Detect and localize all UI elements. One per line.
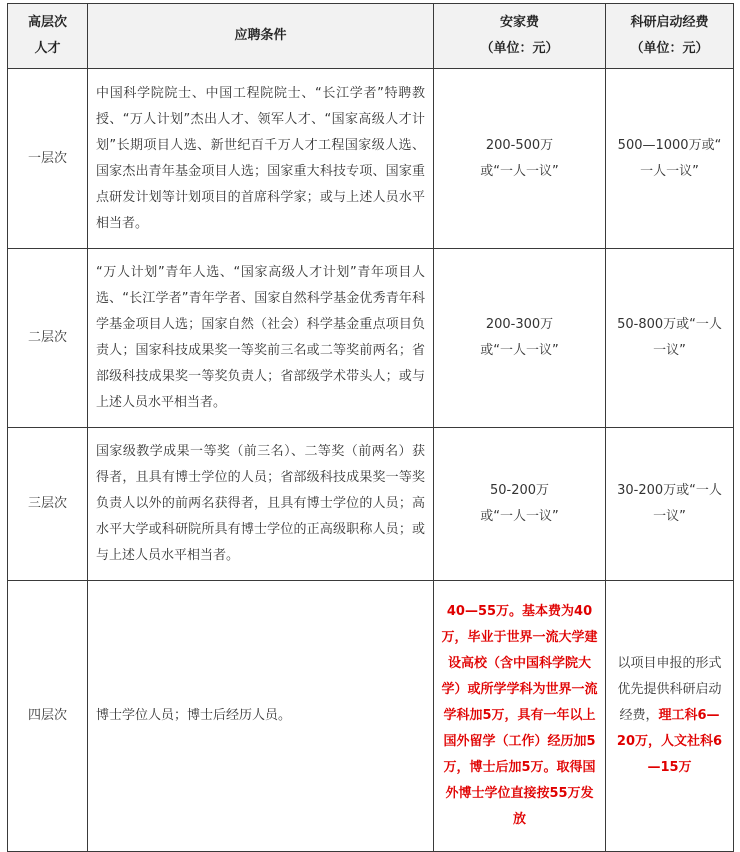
settlement-note: 或“一人一议” — [480, 509, 559, 524]
header-conditions: 应聘条件 — [88, 4, 434, 69]
research-highlight-text: 理工科6—20万，人文社科6—15万 — [616, 708, 723, 775]
header-research — [606, 4, 734, 69]
header-level — [8, 4, 88, 69]
level-cell: 一层次 — [8, 69, 88, 249]
research-cell — [606, 428, 734, 581]
research-cell — [606, 581, 734, 852]
research-note: 一人一议” — [640, 163, 699, 179]
settlement-cell — [434, 69, 606, 249]
research-note: 一议” — [653, 509, 686, 524]
header-settlement-line1: 安家费 — [499, 15, 539, 30]
level-cell: 四层次 — [8, 581, 88, 852]
research-amount: 30-200万或“一人 — [617, 483, 722, 498]
research-amount: 50-800万或“一人 — [617, 317, 722, 332]
research-cell — [606, 69, 734, 249]
research-cell — [606, 249, 734, 428]
level-cell: 三层次 — [8, 428, 88, 581]
table-header-row — [8, 4, 734, 69]
table-row — [8, 428, 734, 581]
settlement-amount: 200-500万 — [485, 137, 554, 153]
settlement-amount: 50-200万 — [489, 483, 550, 498]
settlement-cell — [434, 249, 606, 428]
table-row — [8, 69, 734, 249]
header-settlement — [434, 4, 606, 69]
settlement-note: 或“一人一议” — [480, 163, 559, 179]
level-cell: 二层次 — [8, 249, 88, 428]
header-level-line2: 人才 — [34, 41, 61, 56]
header-research-line1: 科研启动经费 — [630, 15, 709, 30]
conditions-cell: 博士学位人员；博士后经历人员。 — [88, 581, 434, 852]
header-research-line2: （单位：元） — [630, 41, 709, 56]
talent-recruitment-table — [7, 3, 734, 852]
settlement-cell — [434, 428, 606, 581]
settlement-amount: 200-300万 — [485, 317, 554, 332]
conditions-cell: 中国科学院院士、中国工程院院士、“长江学者”特聘教授、“万人计划”杰出人才、领军人才、“国家高级人才计划”长期项目人选、新世纪百千万人才工程国家级人选、国家杰出青年基金项目人选；国家重大科技专项、国家重点研发计划等计划项目的首席科学家；或与上述人员水平相当者。 — [88, 69, 434, 249]
research-amount: 500—1000万或“ — [617, 137, 722, 153]
settlement-note: 或“一人一议” — [480, 343, 559, 358]
conditions-cell: “万人计划”青年人选、“国家高级人才计划”青年项目人选、“长江学者”青年学者、国家自然科学基金优秀青年科学基金项目人选；国家自然（社会）科学基金重点项目负责人；国家科技成果奖一等奖前三名或二等奖前两名；省部级科技成果奖一等奖负责人；省部级学术带头人；或与上述人员水平相当者。 — [88, 249, 434, 428]
table-row — [8, 581, 734, 852]
settlement-highlight-cell: 40—55万。基本费为40万，毕业于世界一流大学建设高校（含中国科学院大学）或所学学科为世界一流学科加5万，具有一年以上国外留学（工作）经历加5万，博士后加5万。取得国外博士学位直接按55万发放 — [434, 581, 606, 852]
research-note: 一议” — [653, 343, 686, 358]
research-plain-text: 以项目申报的形式优先提供科研启动经费， — [617, 656, 722, 723]
header-level-line1: 高层次 — [27, 15, 67, 30]
conditions-cell: 国家级教学成果一等奖（前三名）、二等奖（前两名）获得者，且具有博士学位的人员；省部级科技成果奖一等奖负责人以外的前两名获得者，且具有博士学位的人员；高水平大学或科研院所具有博士学位的正高级职称人员；或与上述人员水平相当者。 — [88, 428, 434, 581]
header-settlement-line2: （单位：元） — [480, 41, 559, 56]
table-row — [8, 249, 734, 428]
